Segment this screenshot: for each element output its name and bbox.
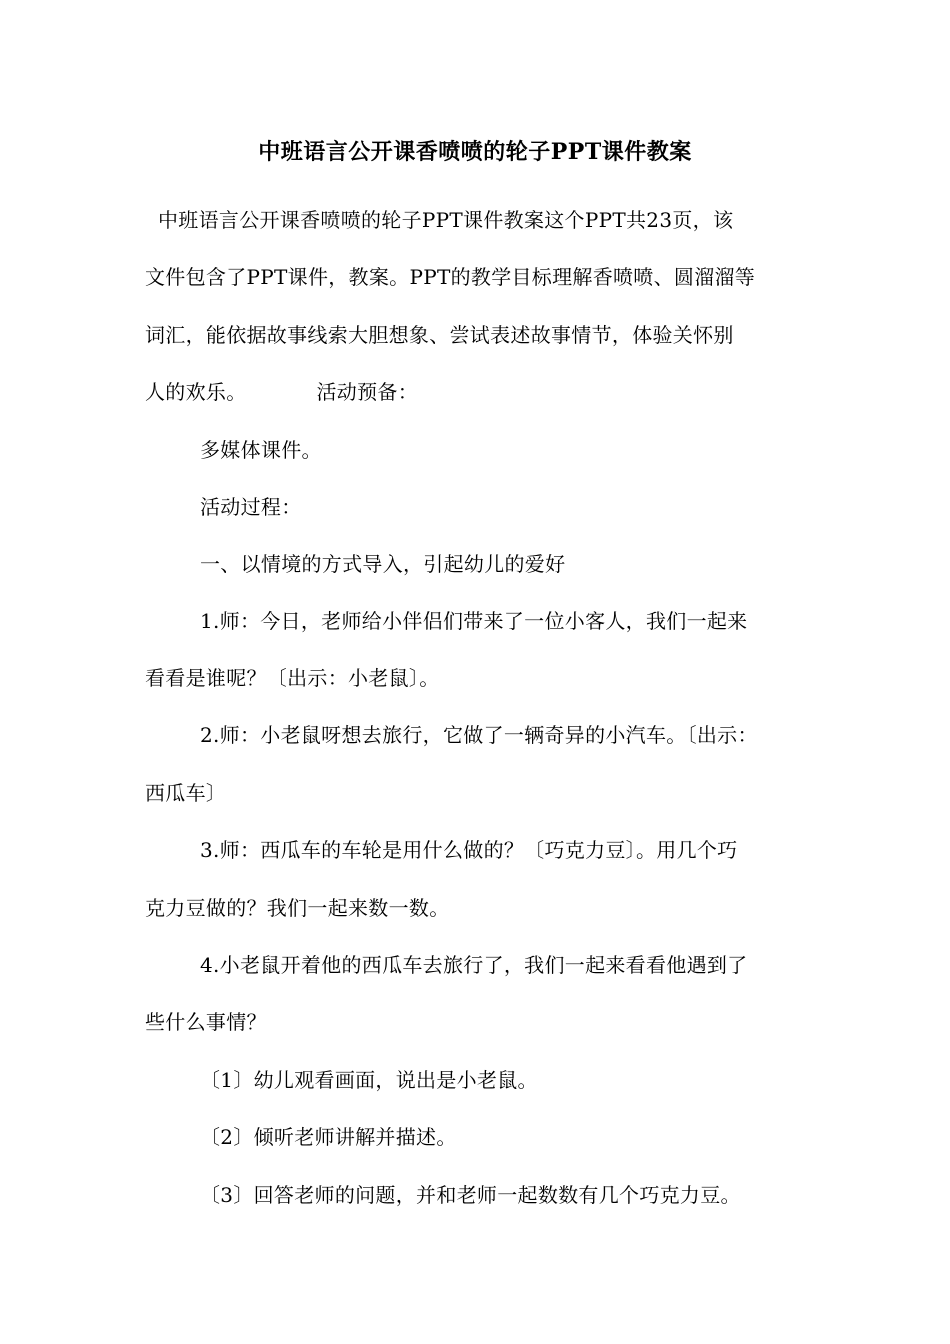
- step-2-line-2: 西瓜车〕: [145, 781, 227, 805]
- step-1-line-2: 看看是谁呢？〔出示：小老鼠〕。: [145, 666, 440, 690]
- intro-line-2: 文件包含了PPT课件，教案。PPT的教学目标理解香喷喷、圆溜溜等: [145, 265, 756, 289]
- intro-line-3: 词汇，能依据故事线索大胆想象、尝试表述故事情节，体验关怀别: [145, 323, 734, 347]
- intro-line-4: [145, 377, 825, 407]
- step-4-line-1: 4.小老鼠开着他的西瓜车去旅行了，我们一起来看看他遇到了: [200, 953, 748, 977]
- document-title: 中班语言公开课香喷喷的轮子PPT课件教案: [258, 139, 692, 165]
- section-one-heading: 一、以情境的方式导入，引起幼儿的爱好: [200, 552, 566, 576]
- intro-line-1: 中班语言公开课香喷喷的轮子PPT课件教案这个PPT共23页，该: [158, 208, 734, 232]
- step-3-line-2: 克力豆做的？我们一起来数一数。: [145, 896, 450, 920]
- sub-item-2: 〔2〕倾听老师讲解并描述。: [200, 1125, 457, 1149]
- sub-item-3: 〔3〕回答老师的问题，并和老师一起数数有几个巧克力豆。: [200, 1183, 741, 1207]
- sub-item-1: 〔1〕幼儿观看画面，说出是小老鼠。: [200, 1068, 538, 1092]
- step-3-line-1: 3.师：西瓜车的车轮是用什么做的？〔巧克力豆〕。用几个巧: [200, 838, 738, 862]
- prep-content: 多媒体课件。: [200, 438, 322, 462]
- prep-heading: 活动预备：: [316, 380, 418, 404]
- process-heading: 活动过程：: [200, 495, 302, 519]
- intro-line-4-text: 人的欢乐。: [145, 380, 247, 404]
- step-1-line-1: 1.师：今日，老师给小伴侣们带来了一位小客人，我们一起来: [200, 609, 748, 633]
- step-4-line-2: 些什么事情？: [145, 1010, 267, 1034]
- step-2-line-1: 2.师：小老鼠呀想去旅行，它做了一辆奇异的小汽车。〔出示：: [200, 723, 758, 747]
